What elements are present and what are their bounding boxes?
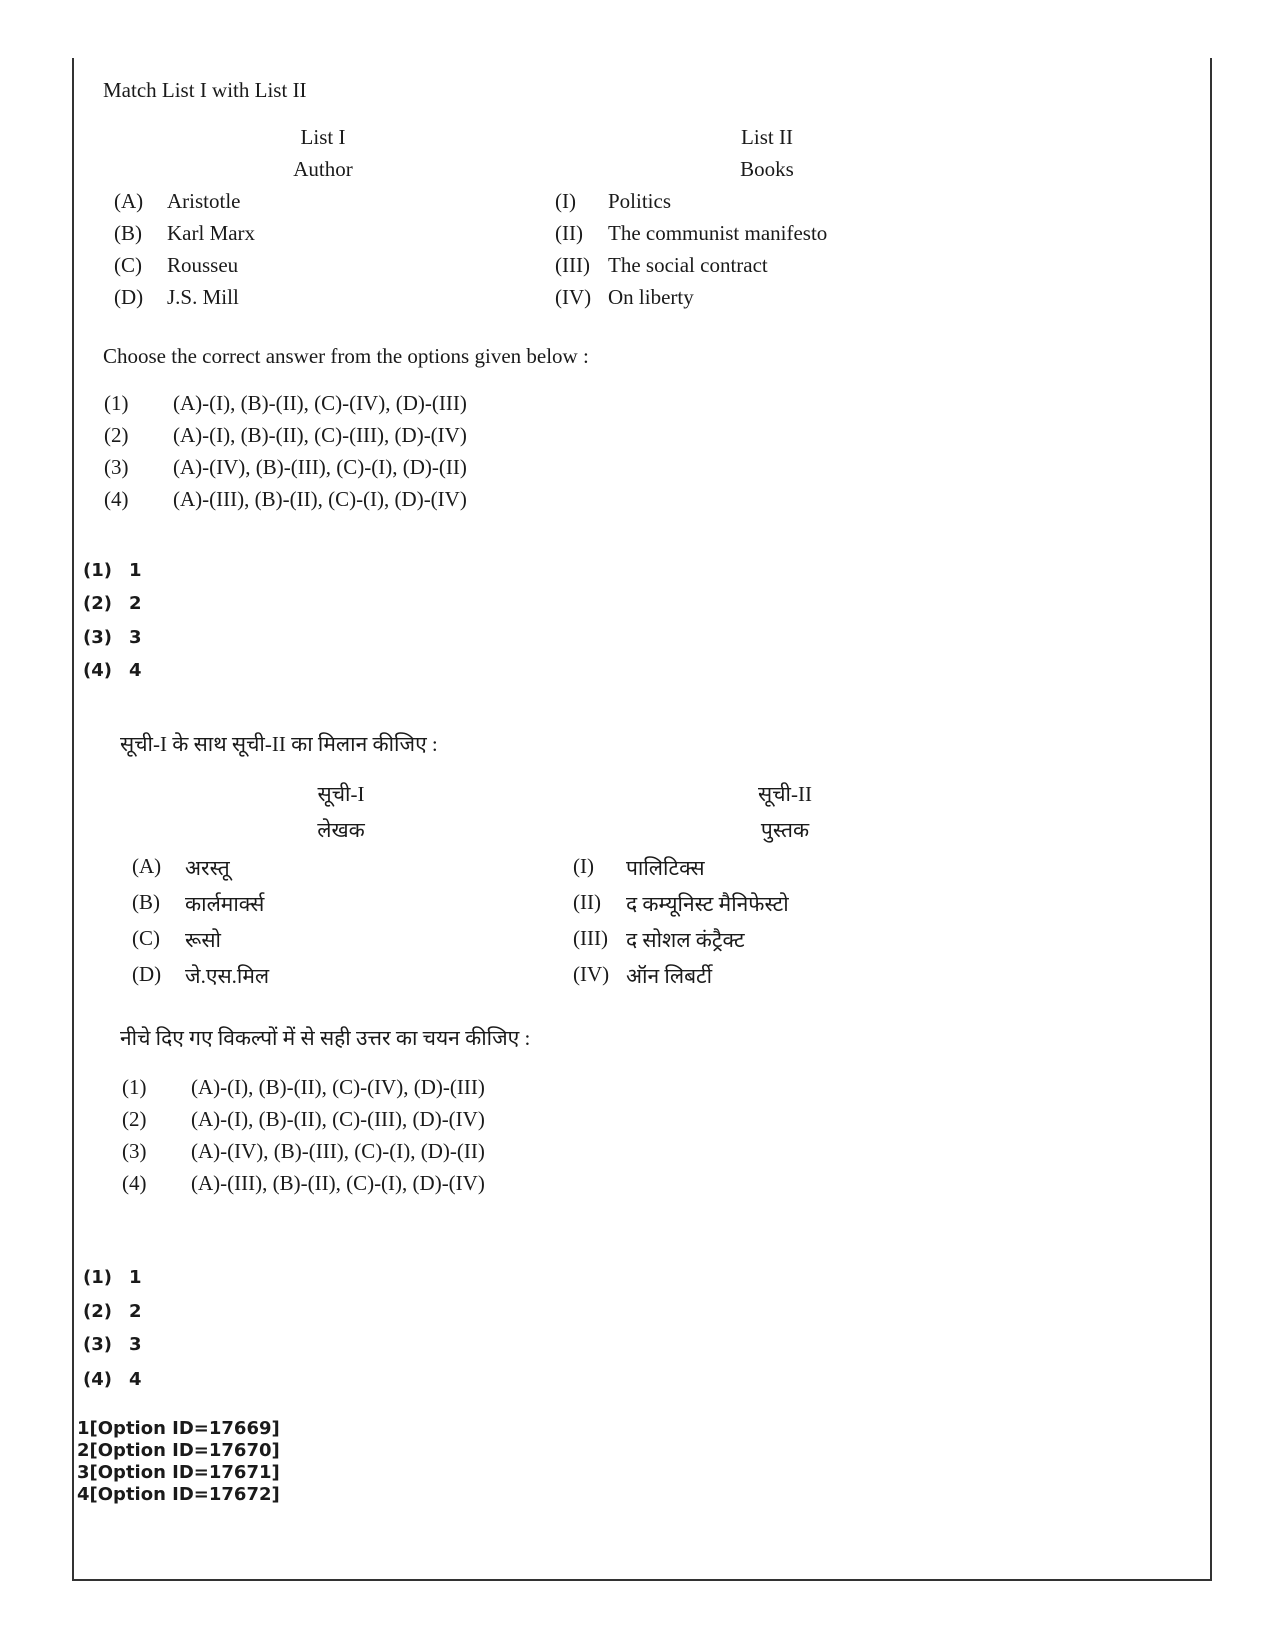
list2-item: Politics [608,189,672,213]
option-num: (2) [104,423,129,447]
list2-label: (II) [555,221,583,245]
list1-item: अरस्तू [185,856,230,880]
answer-choice[interactable] [83,627,142,648]
list2-item: The social contract [608,253,768,277]
list1-label: (C) [132,926,160,950]
list1-label: (B) [132,890,160,914]
question-title-en: Match List I with List II [103,78,307,102]
option-num: (4) [104,487,129,511]
list1-title-en: List I [300,125,346,149]
option-id: 3[Option ID=17671] [77,1462,280,1483]
option-ids [77,1418,280,1506]
list2-item: पालिटिक्स [626,856,705,880]
answer-num: (4) [83,1369,112,1390]
option-num: (2) [122,1107,147,1131]
answer-value: 3 [129,1334,142,1355]
list1-item: J.S. Mill [167,285,239,309]
answer-num: (3) [83,1334,112,1355]
list2-label: (I) [555,189,576,213]
answer-value: 1 [129,1267,142,1288]
answer-num: (2) [83,1301,112,1322]
answer-value: 2 [129,1301,142,1322]
list2-item: On liberty [608,285,694,309]
answer-value: 1 [129,560,142,581]
list2-item: ऑन लिबर्टी [626,964,713,988]
answer-choice[interactable] [83,660,142,681]
list1-subtitle-en: Author [293,157,353,181]
option-text: (A)-(IV), (B)-(III), (C)-(I), (D)-(II) [173,455,467,479]
list2-item: द कम्यूनिस्ट मैनिफेस्टो [626,892,789,916]
option-text: (A)-(I), (B)-(II), (C)-(III), (D)-(IV) [173,423,467,447]
answer-value: 3 [129,627,142,648]
list2-item: द सोशल कंट्रैक्ट [626,928,745,952]
list2-label: (IV) [555,285,592,309]
option-num: (4) [122,1171,147,1195]
instruction-en: Choose the correct answer from the options given below : [103,344,589,368]
list1-subtitle-hi: लेखक [317,818,365,842]
option-num: (3) [104,455,129,479]
answer-num: (2) [83,593,112,614]
list2-title-hi: सूची-II [758,782,812,806]
option-num: (1) [122,1075,147,1099]
list2-label: (III) [573,926,608,950]
option-text: (A)-(I), (B)-(II), (C)-(III), (D)-(IV) [191,1107,485,1131]
answer-num: (1) [83,560,112,581]
option-num: (3) [122,1139,147,1163]
list2-item: The communist manifesto [608,221,828,245]
option-text: (A)-(III), (B)-(II), (C)-(I), (D)-(IV) [191,1171,485,1195]
option-num: (1) [104,391,129,415]
list1-label: (D) [132,962,162,986]
option-text: (A)-(III), (B)-(II), (C)-(I), (D)-(IV) [173,487,467,511]
answer-choice[interactable] [83,1301,142,1322]
list1-item: रूसो [185,928,221,952]
list2-subtitle-hi: पुस्तक [760,818,810,842]
answer-num: (1) [83,1267,112,1288]
list1-label: (A) [114,189,144,213]
answer-value: 4 [129,1369,142,1390]
option-text: (A)-(IV), (B)-(III), (C)-(I), (D)-(II) [191,1139,485,1163]
answer-value: 2 [129,593,142,614]
option-text: (A)-(I), (B)-(II), (C)-(IV), (D)-(III) [173,391,467,415]
answer-num: (3) [83,627,112,648]
list1-label: (D) [114,285,144,309]
answer-num: (4) [83,660,112,681]
list2-label: (II) [573,890,601,914]
list2-label: (III) [555,253,590,277]
answer-choice[interactable] [83,1267,142,1288]
answer-choice[interactable] [83,1369,142,1390]
question-title-hi: सूची-I के साथ सूची-II का मिलान कीजिए : [120,732,438,756]
list2-label: (I) [573,854,594,878]
answer-choice[interactable] [83,560,142,581]
option-id: 4[Option ID=17672] [77,1484,280,1505]
answer-value: 4 [129,660,142,681]
list1-item: Aristotle [167,189,241,213]
option-id: 1[Option ID=17669] [77,1418,280,1439]
option-id: 2[Option ID=17670] [77,1440,280,1461]
instruction-hi: नीचे दिए गए विकल्पों में से सही उत्तर का चयन कीजिए : [120,1026,531,1050]
list1-label: (B) [114,221,142,245]
list1-label: (C) [114,253,142,277]
list1-item: Rousseu [167,253,239,277]
option-text: (A)-(I), (B)-(II), (C)-(IV), (D)-(III) [191,1075,485,1099]
answer-choice[interactable] [83,1334,142,1355]
list1-title-hi: सूची-I [317,782,365,806]
list1-item: Karl Marx [167,221,256,245]
list2-title-en: List II [741,125,793,149]
list1-label: (A) [132,854,162,878]
answer-choice[interactable] [83,593,142,614]
list1-item: जे.एस.मिल [185,964,270,988]
list2-label: (IV) [573,962,610,986]
list2-subtitle-en: Books [740,157,794,181]
list1-item: कार्लमार्क्स [185,892,265,916]
